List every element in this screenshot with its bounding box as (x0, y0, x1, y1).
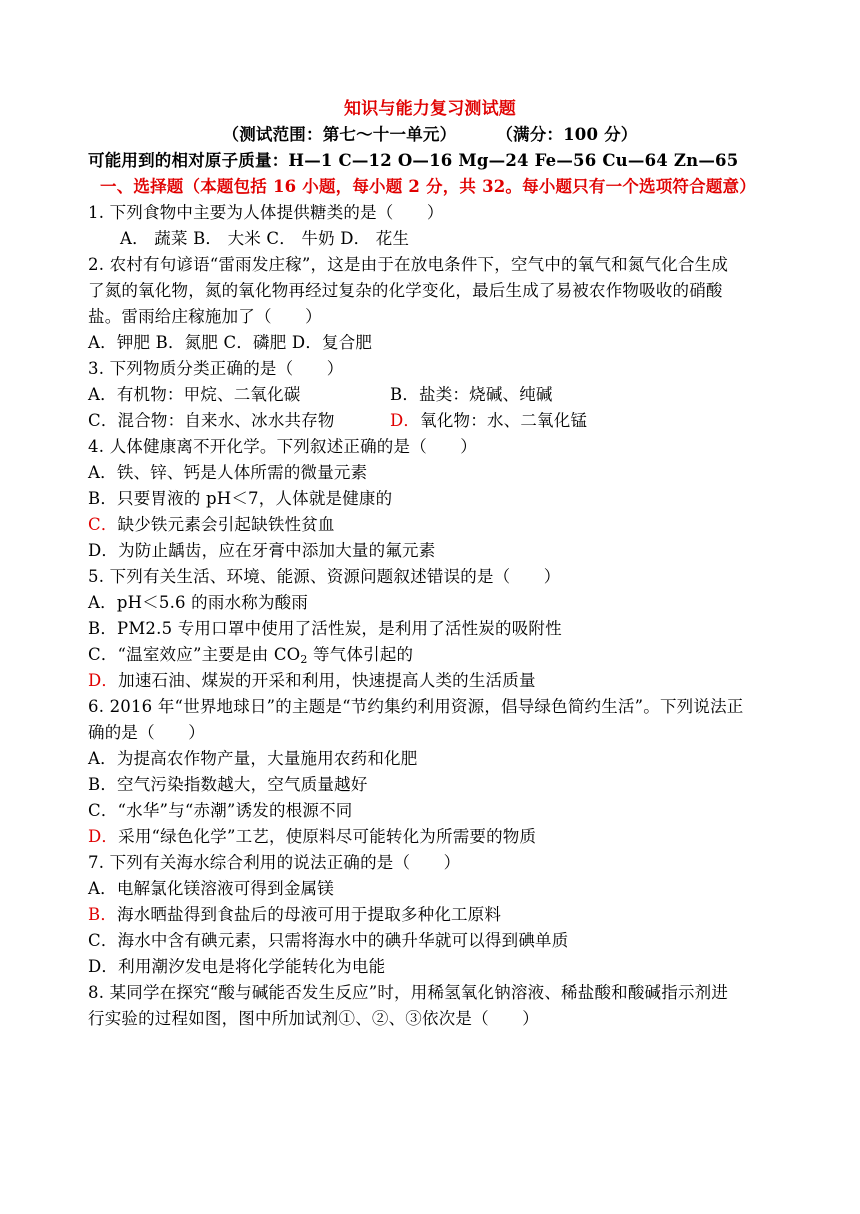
question-4-stem: 4. 人体健康离不开化学。下列叙述正确的是（ ） (88, 437, 477, 456)
question-3-option-b: B．盐类：烧碱、纯碱 (390, 385, 553, 404)
question-4-option-a: A．铁、锌、钙是人体所需的微量元素 (88, 463, 368, 482)
question-5-stem: 5. 下列有关生活、环境、能源、资源问题叙述错误的是（ ） (88, 567, 561, 586)
option-text-end: 等气体引起的 (307, 645, 414, 664)
question-8-line-2: 行实验的过程如图，图中所加试剂①、②、③依次是（ ） (88, 1009, 539, 1028)
question-2-line-3: 盐。雷雨给庄稼施加了（ ） (88, 307, 322, 326)
question-7-option-a: A．电解氯化镁溶液可得到金属镁 (88, 879, 334, 898)
question-3-stem: 3. 下列物质分类正确的是（ ） (88, 359, 344, 378)
question-2-line-1: 2. 农村有句谚语“雷雨发庄稼”，这是由于在放电条件下，空气中的氧气和氮气化合生成 (88, 255, 729, 274)
question-1-stem: 1. 下列食物中主要为人体提供糖类的是（ ） (88, 203, 444, 222)
question-2-line-2: 了氮的氧化物，氮的氧化物再经过复杂的化学变化，最后生成了易被农作物吸收的硝酸 (88, 281, 723, 300)
question-6-option-c: C．“水华”与“赤潮”诱发的根源不同 (88, 801, 353, 820)
answer-letter: B． (88, 905, 118, 924)
full-score: （满分：100 分） (496, 125, 638, 144)
atomic-masses: 可能用到的相对原子质量：H—1 C—12 O—16 Mg—24 Fe—56 Cu—64 Zn—65 (88, 151, 739, 170)
test-info (0, 122, 860, 148)
option-text: 氧化物：水、二氧化锰 (420, 411, 588, 430)
question-6-option-a: A．为提高农作物产量，大量施用农药和化肥 (88, 749, 418, 768)
test-scope: （测试范围：第七～十一单元） (222, 125, 457, 144)
subscript: 2 (300, 653, 308, 666)
answer-letter: D． (88, 671, 119, 690)
document-title: 知识与能力复习测试题 (344, 99, 516, 119)
question-7-option-d: D．利用潮汐发电是将化学能转化为电能 (88, 957, 386, 976)
question-7-stem: 7. 下列有关海水综合利用的说法正确的是（ ） (88, 853, 461, 872)
question-4-option-d: D．为防止龋齿，应在牙膏中添加大量的氟元素 (88, 541, 436, 560)
option-text: 海水晒盐得到食盐后的母液可用于提取多种化工原料 (117, 905, 502, 924)
question-5-option-a: A．pH＜5.6 的雨水称为酸雨 (88, 593, 309, 612)
question-3-option-a: A．有机物：甲烷、二氧化碳 (88, 385, 301, 404)
question-5-option-b: B．PM2.5 专用口罩中使用了活性炭，是利用了活性炭的吸附性 (88, 619, 562, 638)
option-text: 缺少铁元素会引起缺铁性贫血 (117, 515, 335, 534)
answer-letter: D． (88, 827, 119, 846)
option-text: 加速石油、煤炭的开采和利用，快速提高人类的生活质量 (118, 671, 536, 690)
question-6-option-d (88, 824, 536, 850)
question-8-line-1: 8. 某同学在探究“酸与碱能否发生反应”时，用稀氢氧化钠溶液、稀盐酸和酸碱指示剂进 (88, 983, 729, 1002)
question-7-option-b (88, 902, 501, 928)
question-4-option-c (88, 512, 335, 538)
option-text: 采用“绿色化学”工艺，使原料尽可能转化为所需要的物质 (118, 827, 537, 846)
question-3-option-d (390, 408, 587, 434)
question-3-option-c: C．混合物：自来水、冰水共存物 (88, 411, 335, 430)
question-7-option-c: C．海水中含有碘元素，只需将海水中的碘升华就可以得到碘单质 (88, 931, 569, 950)
answer-letter: D． (390, 411, 421, 430)
question-6-line-1: 6. 2016 年“世界地球日”的主题是“节约集约利用资源，倡导绿色简约生活”。下列说法正 (88, 697, 744, 716)
question-6-option-b: B．空气污染指数越大，空气质量越好 (88, 775, 368, 794)
question-4-option-b: B．只要胃液的 pH＜7，人体就是健康的 (88, 489, 393, 508)
question-5-option-d (88, 668, 536, 694)
question-6-line-2: 确的是（ ） (88, 723, 205, 742)
section-heading: 一、选择题（本题包括 16 小题，每小题 2 分，共 32。每小题只有一个选项符合题意） (100, 177, 756, 196)
question-1-options: A． 蔬菜 B． 大米 C． 牛奶 D． 花生 (120, 229, 410, 248)
option-text: C．“温室效应”主要是由 CO (88, 645, 301, 664)
question-2-options: A．钾肥 B．氮肥 C．磷肥 D．复合肥 (88, 333, 373, 352)
answer-letter: C． (88, 515, 118, 534)
